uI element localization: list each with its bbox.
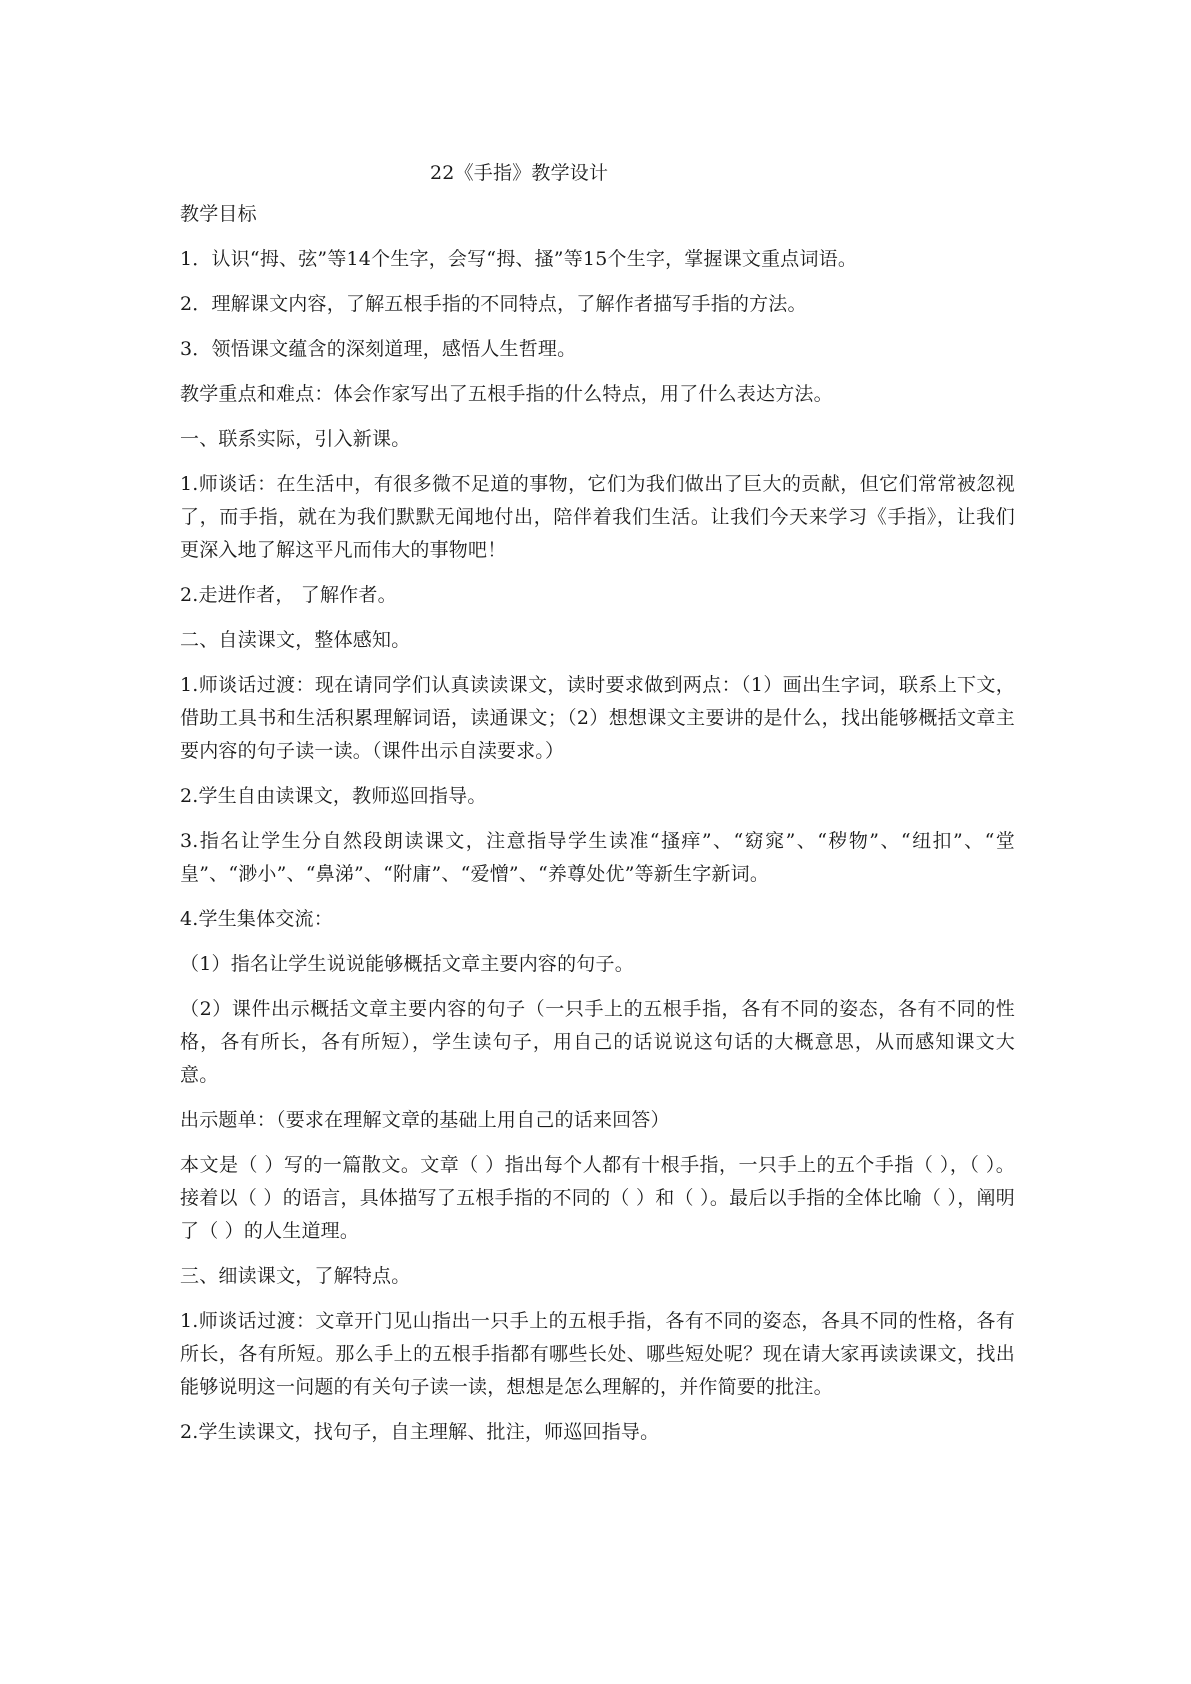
key-points-paragraph: 教学重点和难点：体会作家写出了五根手指的什么特点，用了什么表达方法。 <box>180 383 833 405</box>
document-title: 22《手指》教学设计 <box>430 162 609 184</box>
body-paragraph: 2.学生自由读课文，教师巡回指导。 <box>180 785 487 807</box>
section-heading-close-reading: 三、细读课文，了解特点。 <box>180 1265 411 1287</box>
body-paragraph: 1.师谈话：在生活中，有很多微不足道的事物，它们为我们做出了巨大的贡献，但它们常常被忽视了，而手指，就在为我们默默无闻地付出，陪伴着我们生活。让我们今天来学习《手指》，让我们更深入地了解这平凡而伟大的事物吧！ <box>180 473 1015 561</box>
section-heading-self-reading: 二、自渎课文，整体感知。 <box>180 629 411 651</box>
body-paragraph: 4.学生集体交流： <box>180 908 333 930</box>
body-paragraph: 2.学生读课文，找句子，自主理解、批注，师巡回指导。 <box>180 1421 660 1443</box>
fill-in-blank-paragraph: 本文是（ ）写的一篇散文。文章（ ）指出每个人都有十根手指，一只手上的五个手指（ ），（ ）。接着以（ ）的语言，具体描写了五根手指的不同的（ ）和（ ）。最后以手指的全体比喻（ ），阐明了（ ）的人生道理。 <box>180 1154 1015 1242</box>
objective-item: 1．认识“拇、弦”等14个生字，会写“拇、搔”等15个生字，掌握课文重点词语。 <box>180 248 858 270</box>
section-heading-intro: 一、联系实际，引入新课。 <box>180 428 411 450</box>
objective-item: 2．理解课文内容，了解五根手指的不同特点，了解作者描写手指的方法。 <box>180 293 807 315</box>
body-paragraph: （2）课件出示概括文章主要内容的句子（一只手上的五根手指，各有不同的姿态，各有不同的性格，各有所长，各有所短），学生读句子，用自己的话说说这句话的大概意思，从而感知课文大意。 <box>180 998 1015 1086</box>
document-body <box>180 157 1015 1461</box>
body-paragraph: 3.指名让学生分自然段朗读课文，注意指导学生读准“搔痒”、“窈窕”、“秽物”、“纽扣”、“堂皇”、“渺小”、“鼻涕”、“附庸”、“爱憎”、“养尊处优”等新生字新词。 <box>180 830 1015 885</box>
body-paragraph: 1.师谈话过渡：文章开门见山指出一只手上的五根手指，各有不同的姿态，各具不同的性格，各有所长，各有所短。那么手上的五根手指都有哪些长处、哪些短处呢？现在请大家再读读课文，找出能够说明这一问题的有关句子读一读，想想是怎么理解的，并作简要的批注。 <box>180 1310 1015 1398</box>
section-heading-objectives: 教学目标 <box>180 203 257 225</box>
body-paragraph: 2.走进作者， 了解作者。 <box>180 584 397 606</box>
body-paragraph: （1）指名让学生说说能够概括文章主要内容的句子。 <box>180 953 634 975</box>
body-paragraph: 出示题单：（要求在理解文章的基础上用自己的话来回答） <box>180 1109 670 1131</box>
objective-item: 3．领悟课文蕴含的深刻道理，感悟人生哲理。 <box>180 338 577 360</box>
body-paragraph: 1.师谈话过渡：现在请同学们认真读读课文，读时要求做到两点：（1）画出生字词，联系上下文，借助工具书和生活积累理解词语，读通课文；（2）想想课文主要讲的是什么，找出能够概括文章主要内容的句子读一读。（课件出示自渎要求。） <box>180 674 1015 762</box>
